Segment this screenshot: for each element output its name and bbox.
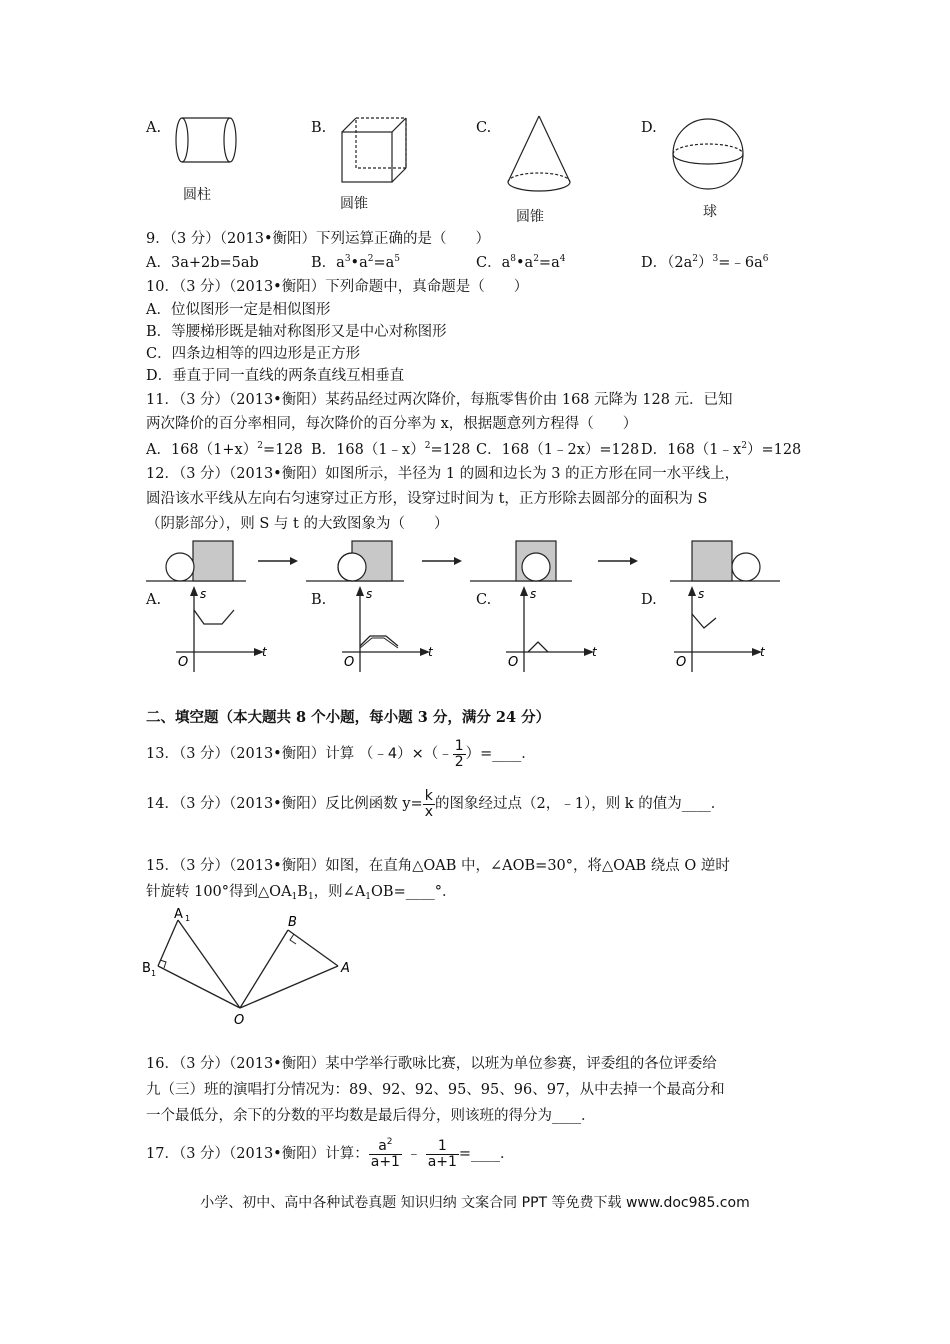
axis-x-label: t [428, 645, 433, 659]
q9-option-a: A．3a+2b=5ab [146, 255, 259, 271]
q16-line2: 九（三）班的演唱打分情况为：89、92、92、95、95、96、97，从中去掉一个最高分和 [146, 1082, 725, 1098]
q11-line2: 两次降价的百分率相同，每次降价的百分率为 x，根据题意列方程得（ ） [146, 416, 638, 432]
axis-y-label: s [200, 587, 207, 601]
q11-option-d: D．$168(1﹣x^2)=128$ [641, 441, 802, 458]
q14: 14．（3 分）（2013•衡阳）反比例函数 y= $\frac{k}{x}$ 的图象经过点（2，﹣1），则 k 的值为____． [146, 787, 726, 820]
label-b1: B [142, 961, 151, 976]
q9-stem: 9．（3 分）（2013•衡阳）下列运算正确的是（ ） [146, 231, 491, 247]
q12-line2: 圆沿该水平线从左向右匀速穿过正方形，设穿过时间为 t，正方形除去圆部分的面积为 S [146, 491, 708, 507]
axis-x-label: t [592, 645, 597, 659]
q8-option-a-label: A. [146, 120, 162, 136]
q9-option-c: C．$a^8•a^2=a^4$ [476, 254, 566, 271]
q9-option-d: D．$(2a^2)^3=﹣6a^6$ [641, 254, 769, 271]
label-b: B [288, 915, 297, 930]
label-b1-sub: 1 [151, 969, 157, 978]
q12-option-a-label: A. [146, 592, 162, 608]
q16-line3: 一个最低分，余下的分数的平均数是最后得分，则该班的得分为____． [146, 1108, 596, 1124]
q13: 13．（3 分）（2013•衡阳）计算 （﹣4）×（﹣ $\frac{1}{2}$ ）=____． [146, 737, 536, 770]
q11-option-a: A．$168(1+x)^2=128$ [146, 441, 303, 458]
q8-option-c-label: C. [476, 120, 492, 136]
sphere-figure [668, 116, 748, 192]
origin-label: O [508, 655, 519, 670]
q12-graph-a [170, 584, 280, 678]
q15-line2: 针旋转 100°得到$\triangle OA_1B_1$，则$\angle A_1OB=\_\_\_\_^\circ$． [146, 884, 457, 902]
axis-y-label: s [698, 587, 705, 601]
q12-graph-b [336, 584, 446, 678]
q8-option-b-caption: 圆锥 [340, 196, 368, 212]
q12-line1: 12．（3 分）（2013•衡阳）如图所示，半径为 1 的圆和边长为 3 的正方形在同一水平线上， [146, 466, 740, 482]
q10-option-d: D．垂直于同一直线的两条直线互相垂直 [146, 368, 405, 384]
origin-label: O [676, 655, 687, 670]
cylinder-figure [172, 112, 244, 170]
q10-option-c: C．四条边相等的四边形是正方形 [146, 346, 361, 362]
q11-option-c: C．168（1﹣2x）=128 [476, 442, 640, 458]
q8-option-a-caption: 圆柱 [183, 187, 211, 203]
q12-option-b-label: B. [311, 592, 327, 608]
label-a1-sub: 1 [185, 914, 191, 923]
label-a1: A [174, 907, 183, 922]
q9-option-b: B．$a^3•a^2=a^5$ [311, 254, 401, 271]
cone-figure [500, 112, 578, 198]
q17: 17．（3 分）（2013•衡阳）计算： $\frac{a^2}{a+1}$ ﹣ $\frac{1}{a+1}$ =____． [146, 1136, 515, 1170]
label-a: A [341, 961, 350, 976]
q15-line1: 15．（3 分）（2013•衡阳）如图，在直角△OAB 中，∠AOB=30°，将△OAB 绕点 O 逆时 [146, 858, 730, 874]
axis-y-label: s [366, 587, 373, 601]
q11-option-b: B．168（1﹣x）$^2$=128 [311, 441, 471, 458]
axis-x-label: t [760, 645, 765, 659]
q10-option-b: B．等腰梯形既是轴对称图形又是中心对称图形 [146, 324, 447, 340]
footer-text: 小学、初中、高中各种试卷真题 知识归纳 文案合同 PPT 等免费下载 www.doc985.com [200, 1195, 750, 1211]
q8-option-d-label: D. [641, 120, 657, 136]
origin-label: O [344, 655, 355, 670]
q8-option-c-caption: 圆锥 [516, 209, 544, 225]
q10-option-a: A．位似图形一定是相似图形 [146, 302, 331, 318]
q8-option-d-caption: 球 [703, 204, 717, 220]
section-title: 二、填空题（本大题共 8 个小题，每小题 3 分，满分 24 分） [146, 709, 551, 726]
q12-line3: （阴影部分），则 S 与 t 的大致图象为（ ） [146, 516, 449, 532]
origin-label: O [178, 655, 189, 670]
q15-figure [138, 904, 360, 1028]
q12-sequence-figure [140, 536, 800, 586]
q12-option-c-label: C. [476, 592, 492, 608]
cube-figure [338, 116, 414, 184]
q11-line1: 11．（3 分）（2013•衡阳）某药品经过两次降价，每瓶零售价由 168 元降为 128 元．已知 [146, 392, 733, 408]
q8-option-b-label: B. [311, 120, 327, 136]
axis-y-label: s [530, 587, 537, 601]
q16-line1: 16．（3 分）（2013•衡阳）某中学举行歌咏比赛，以班为单位参赛，评委组的各位评委给 [146, 1056, 717, 1072]
q12-graph-d [668, 584, 778, 678]
axis-x-label: t [262, 645, 267, 659]
q10-stem: 10．（3 分）（2013•衡阳）下列命题中，真命题是（ ） [146, 279, 529, 295]
q12-option-d-label: D. [641, 592, 657, 608]
q12-graph-c [500, 584, 610, 678]
label-o: O [234, 1013, 245, 1028]
